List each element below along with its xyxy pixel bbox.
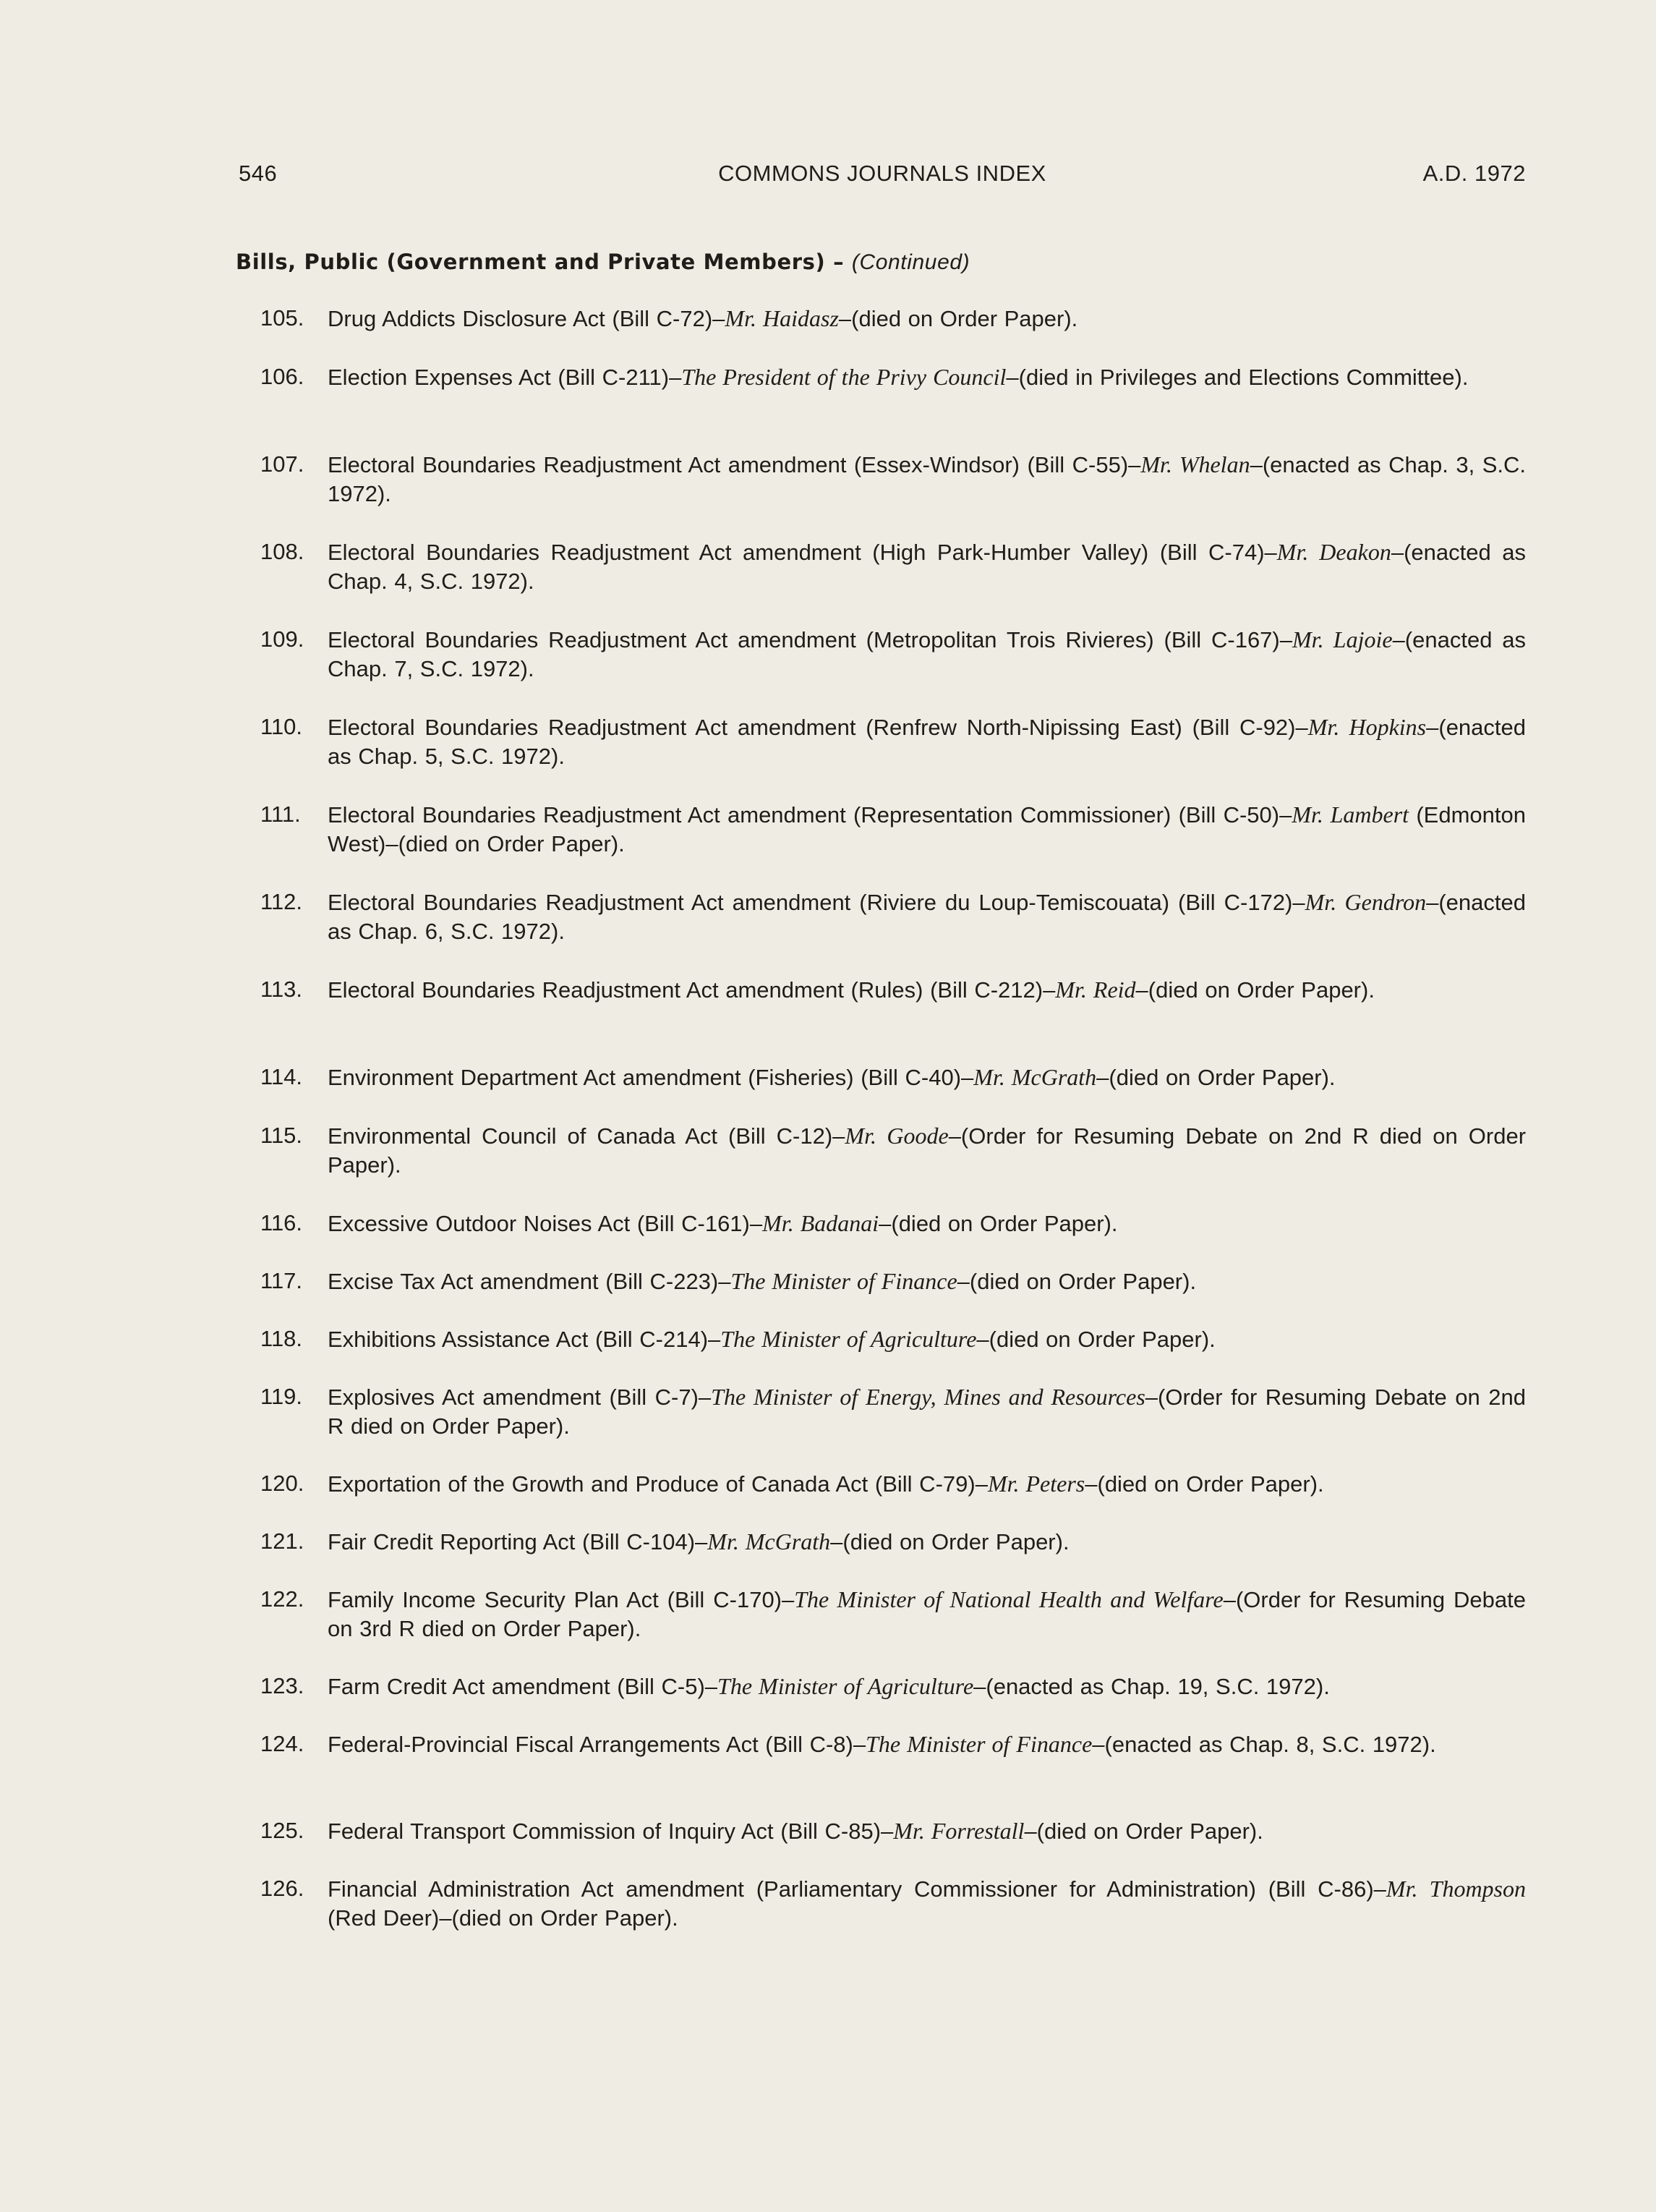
bill-entry-number: 114. [260,1064,303,1089]
bill-entry-number: 120. [260,1471,304,1496]
bill-entry-number: 121. [260,1528,304,1554]
bill-status: –(died on Order Paper). [830,1529,1070,1554]
bill-entry-number: 113. [260,977,303,1002]
bill-status: –(died on Order Paper). [1085,1471,1324,1497]
bill-sponsor: Mr. Haidasz [725,305,839,331]
bill-entry-text [328,800,1526,859]
bill-title: Excise Tax Act amendment (Bill C-223)– [328,1269,731,1294]
bill-entry-text [328,450,1526,509]
bill-entry-text [328,625,1526,684]
bill-sponsor: Mr. Lajoie [1292,626,1393,652]
bill-title: Drug Addicts Disclosure Act (Bill C-72)– [328,306,725,331]
bill-entry-number: 112. [260,889,303,914]
bill-entry-number: 115. [260,1123,303,1148]
bill-sponsor: The Minister of Energy, Mines and Resources [711,1384,1145,1410]
bill-status: –(died on Order Paper). [838,306,1078,331]
bill-sponsor: Mr. Goode [845,1123,949,1149]
bill-entry-number: 116. [260,1210,303,1235]
bill-entry-number: 105. [260,305,304,331]
bill-sponsor: Mr. Reid [1055,977,1136,1003]
bill-status: –(Order for Resuming Debate on 2nd R died on Order Paper). [328,1123,1527,1178]
bill-status: –(enacted as Chap. 19, S.C. 1972). [973,1674,1330,1699]
bill-title: Explosives Act amendment (Bill C-7)– [328,1384,712,1410]
bill-status: –(enacted as Chap. 4, S.C. 1972). [328,540,1527,594]
bill-status: –(enacted as Chap. 3, S.C. 1972). [328,452,1527,506]
bill-entry-number: 107. [260,451,304,477]
bill-entry [246,304,1526,333]
bill-title: Financial Administration Act amendment (Parliamentary Commissioner for Administration) (Bill C-86)– [328,1876,1386,1902]
bill-status: –(enacted as Chap. 6, S.C. 1972). [328,890,1526,944]
bill-entry [246,1527,1526,1557]
bill-sponsor: The Minister of Finance [730,1268,957,1294]
bill-entry-text [328,1063,1526,1092]
section-heading-text: Bills, Public (Government and Private Members) – [236,250,845,274]
bill-entry [246,1730,1526,1759]
bill-entry-text [328,1267,1526,1296]
page-number: 546 [239,161,278,186]
bill-sponsor: The Minister of Finance [866,1731,1093,1757]
bill-entry-number: 108. [260,539,304,564]
bill-title: Environmental Council of Canada Act (Bill C-12)– [328,1123,845,1149]
bill-entry-text [328,1469,1526,1499]
bill-status: –(enacted as Chap. 8, S.C. 1972). [1092,1732,1436,1757]
bill-title: Electoral Boundaries Readjustment Act amendment (Metropolitan Trois Rivieres) (Bill C-167)– [328,627,1292,652]
bill-title: Election Expenses Act (Bill C-211)– [328,365,682,390]
bill-entry [246,1585,1526,1643]
bill-status: –(died on Order Paper). [879,1211,1118,1236]
bill-entry [246,1874,1526,1933]
bill-status: –(died on Order Paper). [1135,977,1375,1003]
bill-entry-number: 117. [260,1268,303,1293]
bill-entry-number: 111. [260,801,301,827]
bill-status: –(Order for Resuming Debate on 3rd R died on Order Paper). [328,1587,1527,1641]
bill-entry [246,1063,1526,1092]
bill-sponsor: Mr. Forrestall [893,1818,1025,1844]
bill-entry [246,1672,1526,1701]
running-head [239,161,1526,197]
journal-year: A.D. 1972 [1422,161,1526,186]
bill-status: –(died in Privileges and Elections Committee). [1006,365,1469,390]
bill-entry [246,625,1526,684]
bill-sponsor: Mr. Badanai [762,1210,879,1236]
bill-entry [246,1382,1526,1441]
bill-title: Electoral Boundaries Readjustment Act amendment (Representation Commissioner) (Bill C-50)– [328,802,1292,828]
bill-title: Exportation of the Growth and Produce of Canada Act (Bill C-79)– [328,1471,988,1497]
bill-sponsor: Mr. Lambert [1292,801,1409,828]
bill-entry-number: 119. [260,1384,303,1409]
bill-status: (Red Deer)–(died on Order Paper). [328,1905,678,1931]
bill-entry-number: 122. [260,1586,304,1612]
bill-sponsor: The Minister of Agriculture [717,1673,974,1699]
bill-entry-text [328,1816,1526,1846]
bill-entry [246,1324,1526,1354]
bill-entry-text [328,1527,1526,1557]
bill-entry-text [328,1730,1526,1759]
bill-sponsor: Mr. Gendron [1305,889,1427,915]
bill-title: Electoral Boundaries Readjustment Act amendment (Essex-Windsor) (Bill C-55)– [328,452,1141,477]
bill-sponsor: Mr. Deakon [1276,539,1391,565]
bill-entry [246,450,1526,509]
bill-title: Electoral Boundaries Readjustment Act amendment (Renfrew North-Nipissing East) (Bill C-92)– [328,715,1308,740]
bill-entry-text [328,1209,1526,1238]
section-heading [236,250,970,275]
bill-title: Electoral Boundaries Readjustment Act amendment (Rules) (Bill C-212)– [328,977,1056,1003]
bill-entry [246,888,1526,946]
bill-title: Fair Credit Reporting Act (Bill C-104)– [328,1529,708,1554]
bill-sponsor: The Minister of National Health and Welfare [794,1586,1224,1612]
bill-entry-number: 109. [260,626,304,652]
bill-entry-number: 118. [260,1326,303,1351]
bill-sponsor: Mr. McGrath [973,1064,1097,1090]
bill-title: Environment Department Act amendment (Fisheries) (Bill C-40)– [328,1065,974,1090]
bill-status: (Edmonton West)–(died on Order Paper). [328,802,1526,856]
bill-title: Excessive Outdoor Noises Act (Bill C-161)– [328,1211,763,1236]
bill-sponsor: Mr. Hopkins [1307,714,1427,740]
bill-entry-text [328,304,1526,333]
bill-entry-number: 106. [260,364,304,389]
bill-entry-text [328,362,1526,392]
bill-entry-text [328,537,1526,596]
bill-entry-text [328,1585,1526,1643]
bill-sponsor: The President of the Privy Council [681,364,1007,390]
bill-status: –(Order for Resuming Debate on 2nd R died on Order Paper). [328,1384,1526,1439]
bill-entry-text [328,1874,1526,1933]
bill-entry [246,1267,1526,1296]
bill-entry [246,975,1526,1005]
bill-title: Family Income Security Plan Act (Bill C-170)– [328,1587,795,1612]
section-continued-label: (Continued) [851,250,970,274]
bill-title: Farm Credit Act amendment (Bill C-5)– [328,1674,718,1699]
bill-entry-number: 125. [260,1818,304,1843]
bill-sponsor: The Minister of Agriculture [720,1326,977,1352]
bill-title: Exhibitions Assistance Act (Bill C-214)– [328,1327,721,1352]
bill-entry [246,800,1526,859]
bill-entry [246,1121,1526,1180]
bill-status: –(died on Order Paper). [976,1327,1216,1352]
bill-entry-number: 124. [260,1731,304,1756]
bill-title: Electoral Boundaries Readjustment Act amendment (Riviere du Loup-Temiscouata) (Bill C-172)– [328,890,1305,915]
bill-sponsor: Mr. Thompson [1386,1876,1527,1902]
bill-entry-number: 110. [260,714,303,739]
bill-entry [246,537,1526,596]
bill-entry-text [328,712,1526,771]
bill-entry-text [328,1382,1526,1441]
bill-entry-text [328,1324,1526,1354]
bill-entry-text [328,1672,1526,1701]
bill-entry [246,1469,1526,1499]
bill-entry [246,712,1526,771]
bill-sponsor: Mr. McGrath [707,1528,831,1554]
bill-title: Federal Transport Commission of Inquiry Act (Bill C-85)– [328,1818,894,1844]
bill-status: –(enacted as Chap. 5, S.C. 1972). [328,715,1527,769]
bill-status: –(enacted as Chap. 7, S.C. 1972). [328,627,1527,681]
bill-entry [246,362,1526,392]
bill-entry-text [328,1121,1526,1180]
bill-status: –(died on Order Paper). [957,1269,1197,1294]
journal-title: COMMONS JOURNALS INDEX [718,161,1046,186]
bill-status: –(died on Order Paper). [1096,1065,1336,1090]
bill-title: Electoral Boundaries Readjustment Act amendment (High Park-Humber Valley) (Bill C-74)– [328,540,1277,565]
bill-entry [246,1209,1526,1238]
bill-entry-text [328,975,1526,1005]
bill-entry-text [328,888,1526,946]
bill-title: Federal-Provincial Fiscal Arrangements Act (Bill C-8)– [328,1732,866,1757]
bill-sponsor: Mr. Peters [987,1471,1085,1497]
bill-entry-number: 126. [260,1876,304,1901]
bill-entry [246,1816,1526,1846]
bill-sponsor: Mr. Whelan [1140,451,1250,477]
bill-status: –(died on Order Paper). [1024,1818,1263,1844]
bill-entry-number: 123. [260,1673,304,1698]
